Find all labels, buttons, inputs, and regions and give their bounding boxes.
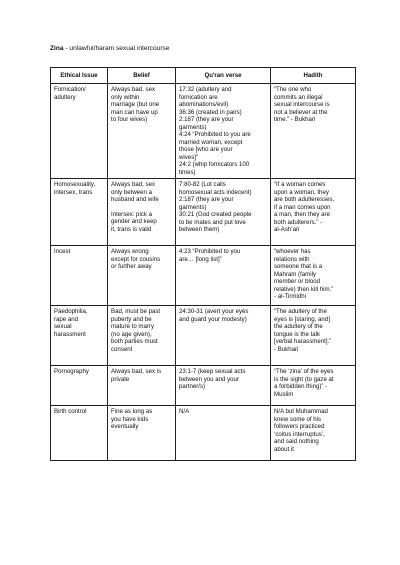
hadith-cell-line: [verbal harassment].” <box>274 338 332 345</box>
issue-cell-line: adultery <box>54 93 76 101</box>
belief-cell-line: to four wives) <box>111 116 148 123</box>
belief-extra-line: gender and keep <box>111 218 157 225</box>
belief-cell <box>108 84 176 179</box>
header-quran-verse: Qu'ran verse <box>176 68 271 84</box>
quran-cell-line: between you and your <box>179 375 239 383</box>
belief-cell-line: or further away <box>111 263 152 270</box>
hadith-cell <box>271 366 356 406</box>
hadith-cell-line: tongue is the talk <box>274 330 321 338</box>
quran-cell-line: N/A <box>179 408 190 415</box>
hadith-cell-line: are both adulteresses, <box>274 196 335 203</box>
belief-cell <box>108 179 176 246</box>
belief-cell <box>108 366 176 406</box>
belief-cell-line: puberty and be <box>111 315 152 323</box>
header-hadith: Hadith <box>271 68 356 84</box>
issue-cell-line: Incest <box>54 248 71 255</box>
belief-cell-line: consent <box>111 345 133 353</box>
quran-cell-line: 4:23 “Prohibited to you <box>179 248 241 255</box>
hadith-cell <box>271 406 356 461</box>
hadith-cell-line: a forbidden thing)” - <box>274 383 328 390</box>
table-row <box>51 366 356 406</box>
table-row <box>51 179 356 246</box>
quran-cell <box>176 306 271 366</box>
belief-cell-line: Always bad, sex <box>111 86 156 93</box>
belief-cell-line: only within <box>111 93 140 101</box>
spacer <box>111 204 172 211</box>
belief-cell-line: Always bad, sex <box>111 181 156 188</box>
quran-cell-line: garments) <box>179 203 207 211</box>
quran-cell-line: 7:80-82 (Lot calls <box>179 181 226 188</box>
hadith-cell-line: relations with <box>274 255 310 263</box>
belief-cell-line: marriage (but one <box>111 101 160 108</box>
hadith-cell-line: commits an illegal <box>274 93 323 101</box>
hadith-cell-line: both adulterers.” - <box>274 218 323 226</box>
issue-cell-line: Homosexuality, <box>54 181 96 188</box>
belief-cell-line: husband and wife <box>111 196 159 203</box>
belief-cell-line: Always bad, sex is <box>111 368 162 375</box>
quran-cell-line: times) <box>179 168 196 176</box>
belief-cell-line: except for cousins <box>111 255 161 263</box>
belief-extra-line: Intersex: pick a <box>111 210 152 218</box>
issue-cell <box>51 84 108 179</box>
hadith-cell <box>271 306 356 366</box>
hadith-cell-line: is the sight (to gaze at <box>274 375 334 383</box>
hadith-cell <box>271 84 356 179</box>
belief-cell <box>108 246 176 306</box>
hadith-cell-line: not a believer at the <box>274 108 328 116</box>
belief-cell-line: Fine as long as <box>111 408 153 415</box>
hadith-cell-line: sexual intercourse is <box>274 101 330 108</box>
belief-cell <box>108 406 176 461</box>
belief-cell <box>108 306 176 366</box>
hadith-cell-line: member or blood <box>274 278 321 285</box>
quran-cell-line: 24:2 (whip fornicators 100 <box>179 161 250 168</box>
hadith-cell-line: and said nothing <box>274 438 319 445</box>
quran-cell-line: 24:30-31 (avert your eyes <box>179 308 249 315</box>
quran-cell-line: homosexual acts indecent) <box>179 188 252 196</box>
belief-cell-line: private <box>111 375 130 383</box>
hadith-cell-line: someone that is a <box>274 263 323 270</box>
issue-cell-line: Pornography <box>54 368 89 375</box>
hadith-cell-line: eyes is [staring, and] <box>274 315 330 323</box>
issue-cell-line: rape and <box>54 315 79 323</box>
quran-cell-line: 36:36 (created in pairs) <box>179 108 242 116</box>
table-body <box>51 84 356 461</box>
issue-cell <box>51 366 108 406</box>
belief-cell-line: you have kids <box>111 415 149 423</box>
table-row <box>51 246 356 306</box>
quran-cell-line: to be mates and put love <box>179 218 246 226</box>
quran-cell-line: garments) <box>179 123 207 131</box>
hadith-cell-line: “The ‘zina’ of the eyes <box>274 368 334 375</box>
hadith-cell-line: upon a woman, they <box>274 188 329 196</box>
quran-cell-line: abominations/evil) <box>179 101 229 108</box>
quran-cell-line: partner/s) <box>179 383 206 390</box>
belief-extra-line: it, trans is valid <box>111 225 152 233</box>
hadith-cell-line: ‘coitus interruptus’, <box>274 430 325 438</box>
belief-cell-line: Bad, must be past <box>111 308 161 315</box>
hadith-cell-line: - al-Tirmidhi <box>274 293 306 300</box>
table-row <box>51 406 356 461</box>
hadith-cell-line: if a man comes upon <box>274 203 331 211</box>
quran-cell-line: 17:32 (adultery and <box>179 86 232 93</box>
quran-cell-line: 23:1-7 (keep sexual acts <box>179 368 246 375</box>
issue-cell-line: Birth control <box>54 408 87 415</box>
quran-cell <box>176 246 271 306</box>
issue-cell <box>51 406 108 461</box>
hadith-cell-line: the adultery of the <box>274 323 323 330</box>
belief-cell-line: both parties must <box>111 338 158 345</box>
quran-cell-line: fornication are <box>179 93 218 101</box>
hadith-cell-line: N/A but Muhammad <box>274 408 328 415</box>
hadith-cell-line: “If a woman comes <box>274 181 326 188</box>
hadith-cell-line: followers practiced <box>274 423 325 430</box>
quran-cell-line: 2:187 (they are your <box>179 196 234 203</box>
quran-cell-line: 2:187 (they are your <box>179 116 234 123</box>
quran-cell <box>176 179 271 246</box>
belief-cell-line: (no age given), <box>111 330 152 338</box>
ethics-table <box>50 67 356 461</box>
quran-cell <box>176 84 271 179</box>
belief-cell-line: man can have up <box>111 108 158 116</box>
hadith-cell-line: Muslim <box>274 390 294 398</box>
issue-cell <box>51 246 108 306</box>
quran-cell <box>176 366 271 406</box>
quran-cell-line: 30:21 (God created people <box>179 211 252 218</box>
hadith-cell-line: about it <box>274 445 294 453</box>
issue-cell-line: Paedophilia, <box>54 308 88 315</box>
belief-cell-line: only between a <box>111 188 152 196</box>
hadith-cell-line: “whoever has <box>274 248 311 255</box>
table-row <box>51 306 356 366</box>
belief-cell-line: mature to marry <box>111 323 155 330</box>
belief-cell-line: Always wrong <box>111 248 149 255</box>
header-ethical-issue: Ethical Issue <box>51 68 108 84</box>
header-belief: Belief <box>108 68 176 84</box>
hadith-cell-line: “The adultery of the <box>274 308 327 315</box>
hadith-cell-line: Mahram (family <box>274 270 316 278</box>
title-term: Zina <box>50 45 64 52</box>
quran-cell-line: married woman, except <box>179 138 243 146</box>
hadith-cell-line: - Bukhari <box>274 345 299 353</box>
hadith-cell-line: a man, then they are <box>274 211 330 218</box>
hadith-cell-line: relative) then kill him.” <box>274 285 334 293</box>
hadith-cell-line: time.” - Bukhari <box>274 116 316 123</box>
issue-cell <box>51 179 108 246</box>
quran-cell-line: 4:24 “Prohibited to you are <box>179 131 251 138</box>
issue-cell <box>51 306 108 366</box>
table-header-row <box>51 68 356 84</box>
hadith-cell-line: knew some of his <box>274 415 322 423</box>
quran-cell-line: between them) <box>179 226 220 233</box>
quran-cell-line: those [who are your <box>179 146 233 153</box>
hadith-cell <box>271 246 356 306</box>
quran-cell-line: wives]” <box>179 153 198 161</box>
hadith-cell-line: “The one who <box>274 86 312 93</box>
belief-cell-line: eventually <box>111 423 139 430</box>
quran-cell <box>176 406 271 461</box>
issue-cell-line: intersex, trans <box>54 188 93 196</box>
quran-cell-line: are… [long list]” <box>179 255 222 263</box>
title-rest: - unlawful/haram sexual intercourse <box>63 45 170 52</box>
issue-cell-line: harassment <box>54 330 86 338</box>
quran-cell-line: and guard your modesty) <box>179 315 247 323</box>
issue-cell-line: Fornication/ <box>54 86 86 93</box>
issue-cell-line: sexual <box>54 323 72 330</box>
document-title <box>50 45 169 53</box>
table-row <box>51 84 356 179</box>
hadith-cell <box>271 179 356 246</box>
hadith-cell-line: al-Ash’ari <box>274 226 300 233</box>
